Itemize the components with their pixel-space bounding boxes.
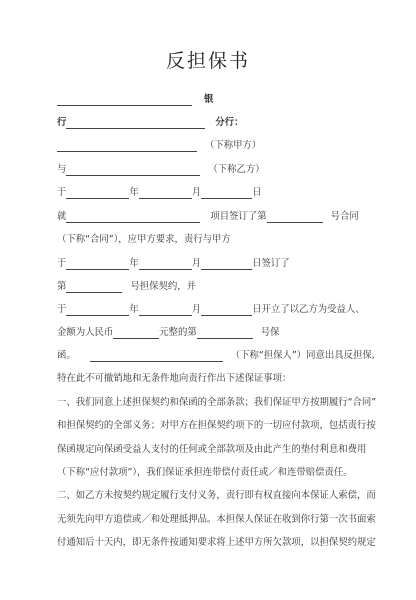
line2-start-text: 行 [57,117,67,128]
clause2-line-3: 付通知后十天内，即无条件按通知要求将上述甲方所欠款项，以担保契约规定 [57,537,376,548]
on-text: 于 [57,258,67,269]
date-line-2 [57,258,290,270]
bank-suffix-text: 银 [204,94,214,105]
contract-number-text: 号合同 [330,211,359,222]
project-blank [66,212,200,223]
clause2-line-2: 无须先向甲方追偿或／和处理抵押品。本担保人保证在收到你行第一次书面索 [57,514,376,525]
branch-label: 分行： [215,117,244,128]
guarantee-number-text: 号保 [260,327,280,338]
clause1-line-3: 保函规定向保函受益人支付的任何或全部款项及由此产生的垫付利息和费用 [57,444,367,455]
year-text: 年 [129,304,139,315]
day-blank [201,188,252,199]
year-text: 年 [129,187,139,198]
document-title: 反担保书 [165,50,250,72]
amount-prefix-text: 金额为人民币 [57,327,114,338]
party-b-label: （下称乙方） [208,164,265,175]
amount-suffix-text: 元整的第 [159,327,197,338]
amount-line [57,327,280,339]
party-b-line [57,164,265,176]
month-text: 月 [191,187,202,198]
guarantor-clause-text: （下称“担保人”）同意出具反担保, [230,350,375,361]
year-blank [66,305,129,316]
party-a-blank [57,141,197,152]
party-a-label: （下称甲方） [205,140,262,151]
month-text: 月 [191,258,202,269]
day-blank [201,259,252,270]
with-text: 与 [57,164,67,175]
on-text: 于 [57,304,67,315]
party-a-line [57,140,261,152]
month-blank [139,305,192,316]
year-blank [66,188,129,199]
party-b-blank [66,165,200,176]
month-blank [139,259,192,270]
guarantee-contract-blank [66,282,122,293]
contract-tail-line: （下称“合同”），应甲方要求，责行与甲方 [57,234,231,245]
branch-line [57,117,244,129]
letter-text: 函。 [57,350,76,361]
month-text: 月 [191,304,202,315]
day-blank [201,305,252,316]
contract-number-blank [267,212,323,223]
year-text: 年 [129,258,139,269]
intro-line: 特在此不可撤销地和无条件地向责行作出下述保证事项： [57,373,292,384]
project-signed-text: 项目签订了第 [210,211,267,222]
guarantor-blank [90,351,223,362]
clause1-line-2: 和担保契约的全部义务；对甲方在担保契约项下的一切应付款项，包括责行按 [57,420,376,431]
bank-line [57,94,213,106]
guarantee-number-blank [197,328,253,339]
amount-blank [113,328,159,339]
on-text: 于 [57,187,67,198]
on-topic-text: 就 [57,211,67,222]
guarantee-contract-line [57,281,196,293]
opened-for-text: 日开立了以乙方为受益人、 [252,304,365,315]
month-blank [139,188,192,199]
guarantor-line [57,350,375,362]
bank-name-blank [57,95,192,106]
signed-on-text: 日签订了 [252,258,290,269]
date-line-3 [57,304,365,316]
date-line-1 [57,187,262,199]
project-line [57,211,359,223]
day-text: 日 [252,187,262,198]
year-blank [66,259,129,270]
clause1-line-1: 一、我们同意上述担保契约和保函的全部条款；我们保证甲方按期履行“合同” [57,397,377,408]
guarantee-contract-text: 号担保契约，并 [130,281,197,292]
clause2-line-1: 二、如乙方未按契约规定履行支付义务，责行即有权直接向本保证人索偿，而 [57,490,376,501]
branch-blank [66,118,205,129]
ordinal-text: 第 [57,281,67,292]
clause1-line-4: （下称“应付款项”），我们保证承担连带偿付责任或／和连带赔偿责任。 [57,467,353,478]
